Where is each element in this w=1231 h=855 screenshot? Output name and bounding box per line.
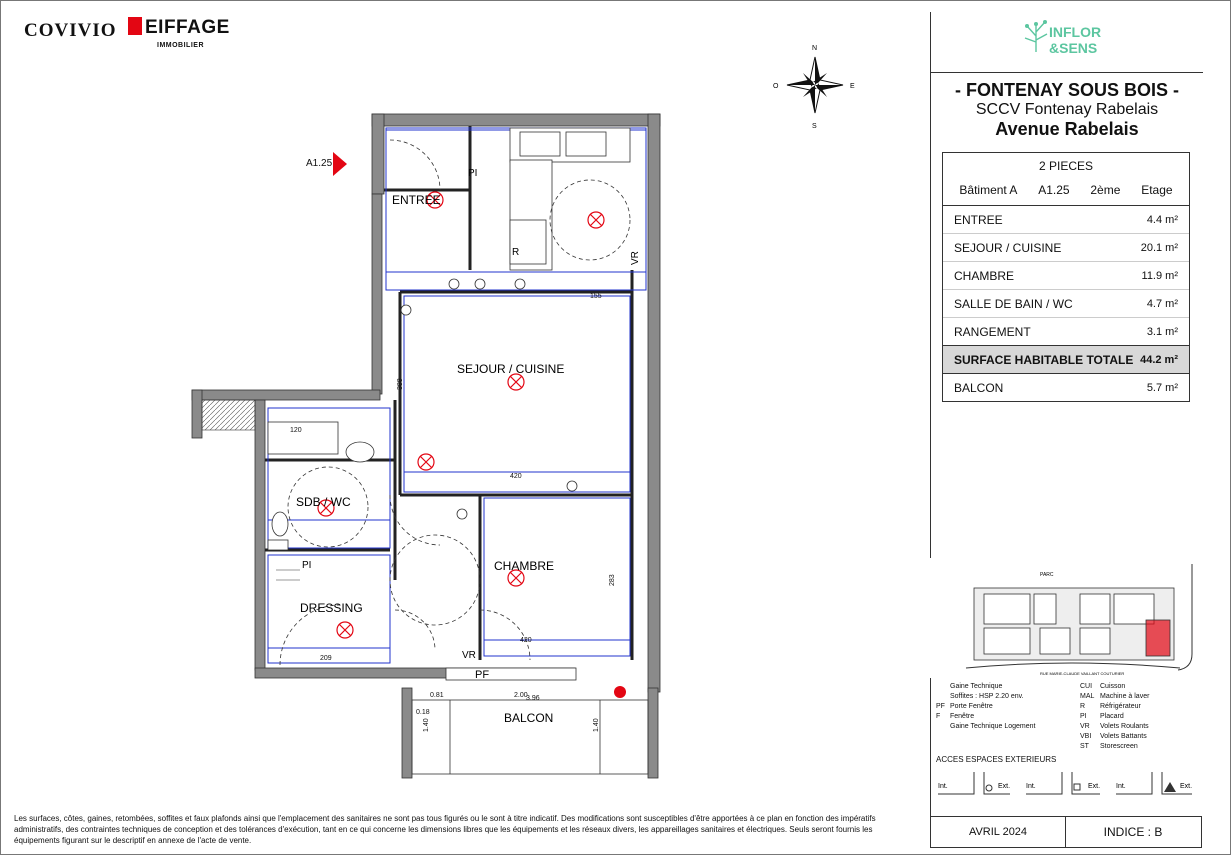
total-label: SURFACE HABITABLE TOTALE: [954, 352, 1134, 367]
surface-label: CHAMBRE: [954, 268, 1015, 283]
lot-info-row: [943, 175, 1189, 205]
dim-081: 0.81: [430, 692, 444, 699]
compass-o: O: [773, 83, 779, 90]
room-sdb: SDB / WC: [296, 495, 351, 509]
surface-value: 4.7 m²: [1146, 297, 1178, 310]
project-avenue: Avenue Rabelais: [995, 119, 1139, 139]
legend-right: [1080, 682, 1200, 752]
surface-label: ENTREE: [954, 212, 1003, 227]
dim-388: 388: [397, 378, 404, 390]
acces-int-2: Int.: [1026, 783, 1036, 790]
lot-type: 2 PIECES: [1038, 159, 1094, 173]
dim-155: 155: [590, 293, 602, 300]
acces-ext-3: Ext.: [1180, 783, 1193, 790]
surface-row: [943, 233, 1189, 261]
total-surface-row: [943, 345, 1189, 374]
acces-int-1: Int.: [938, 783, 948, 790]
acces-ext-1: Ext.: [998, 783, 1011, 790]
legend-left: [936, 682, 1076, 732]
legend-item: Gaine Technique Logement: [950, 723, 1036, 730]
eiffage-mark-icon: [128, 17, 142, 35]
dim-200: 2.00: [514, 692, 528, 699]
legend-item: ST Storescreen: [1080, 743, 1138, 750]
dim-209: 209: [320, 655, 332, 662]
compass-e: E: [850, 83, 855, 90]
footer-date: AVRIL 2024: [931, 817, 1066, 847]
keyplan-parc: PARC: [1040, 572, 1054, 578]
dim-420-a: 420: [510, 473, 522, 480]
legend-item: F Fenêtre: [936, 713, 975, 720]
surface-value: 11.9 m²: [1141, 269, 1178, 282]
covivio-logo: COVIVIO: [24, 20, 117, 41]
surface-row: [943, 261, 1189, 289]
project-sccv: SCCV Fontenay Rabelais: [975, 101, 1159, 118]
total-value: 44.2 m²: [1140, 353, 1178, 366]
sens-text: &SENS: [1049, 40, 1098, 56]
dim-420-b: 420: [520, 637, 532, 644]
dim-140-a: 1.40: [423, 718, 430, 732]
label-pf: PF: [475, 669, 490, 681]
key-plan: [930, 558, 1202, 678]
acces-diagrams: [934, 766, 1200, 802]
acces-title: ACCES ESPACES EXTERIEURS: [936, 755, 1057, 764]
acces-int-3: Int.: [1116, 783, 1126, 790]
lot-batiment: Bâtiment A: [959, 183, 1018, 197]
lot-number: A1.25: [1038, 183, 1070, 197]
compass-n: N: [812, 45, 818, 52]
surface-label: SALLE DE BAIN / WC: [954, 296, 1073, 311]
legend-item: VR Volets Roulants: [1080, 723, 1149, 730]
surface-row: [943, 317, 1189, 345]
lot-floor: 2ème: [1090, 183, 1121, 197]
surface-row: [943, 289, 1189, 317]
surface-label: RANGEMENT: [954, 324, 1031, 339]
acces-ext-2: Ext.: [1088, 783, 1101, 790]
surface-row: [943, 205, 1189, 233]
legend-item: Gaine Technique: [950, 683, 1003, 690]
room-sejour: SEJOUR / CUISINE: [457, 362, 565, 376]
keyplan-street: RUE MARIE-CLAUDE VAILLANT COUTURIER: [1040, 671, 1125, 676]
balcon-label: BALCON: [954, 380, 1004, 395]
footer-indice: INDICE : B: [1103, 825, 1163, 839]
inflor-logo-area: [931, 12, 1203, 73]
immobilier-label: IMMOBILIER: [157, 42, 204, 49]
label-r: R: [512, 247, 520, 258]
legend-item: MAL Machine à laver: [1080, 693, 1150, 700]
lot-marker-label: A1.25: [306, 158, 333, 169]
legend-item: Soffites : HSP 2.20 env.: [950, 693, 1024, 700]
project-header: [931, 80, 1203, 140]
disclaimer-text: Les surfaces, côtes, gaines, retombées, soffites et faux plafonds ainsi que l'emplacement des sanitaires ne sont pas tous figurés ou le sont à titre indicatif. Des modifications sont susceptibles d'être apportées à ce plan en fonction des impératifs administratifs, des contraintes techniques de conception et des tolérances d'exécution, tant en ce qui concerne les dimensions libres que les équipements et les réseaux divers, les appareillages sanitaires et électriques. Seuls seront fournis les équipements figurant sur le descriptif en annexe de l'acte de vente.: [14, 814, 876, 845]
eiffage-logo: [128, 17, 230, 39]
label-vr-2: VR: [630, 251, 641, 265]
project-city: - FONTENAY SOUS BOIS -: [954, 80, 1180, 100]
compass-rose-icon: [770, 40, 860, 130]
footer-block: [930, 816, 1202, 848]
leaf-logo-icon: [1019, 14, 1053, 54]
room-entree: ENTREE: [392, 193, 441, 207]
label-vr: VR: [462, 650, 476, 661]
surface-value: 3.1 m²: [1146, 325, 1178, 338]
legend-item: R Réfrigérateur: [1080, 703, 1141, 710]
dim-283: 283: [609, 574, 616, 586]
dim-140-b: 1.40: [593, 718, 600, 732]
legend-item: PF Porte Fenêtre: [936, 703, 993, 710]
dim-018: 0.18: [416, 709, 430, 716]
label-pi: PI: [468, 168, 478, 179]
floor-plan: [180, 100, 670, 785]
legend-item: CUI Cuisson: [1080, 683, 1126, 690]
surface-label: SEJOUR / CUISINE: [954, 240, 1062, 255]
dim-396: 3.96: [526, 695, 540, 702]
room-chambre: CHAMBRE: [494, 559, 555, 573]
balcon-row: [943, 374, 1189, 401]
surfaces-table: [942, 152, 1190, 402]
room-dressing: DRESSING: [300, 601, 363, 615]
compass-s: S: [812, 123, 817, 130]
legend-item: PI Placard: [1080, 713, 1124, 720]
legend-item: VBI Volets Battants: [1080, 733, 1147, 740]
label-pi-2: PI: [302, 560, 312, 571]
lot-etage: Etage: [1141, 183, 1173, 197]
surface-value: 20.1 m²: [1140, 241, 1178, 254]
dim-120: 120: [290, 427, 302, 434]
eiffage-text: EIFFAGE: [145, 17, 230, 38]
surface-value: 4.4 m²: [1146, 213, 1178, 226]
room-balcon: BALCON: [504, 711, 554, 725]
balcon-value: 5.7 m²: [1146, 381, 1178, 394]
inflor-text: INFLOR: [1049, 24, 1102, 40]
